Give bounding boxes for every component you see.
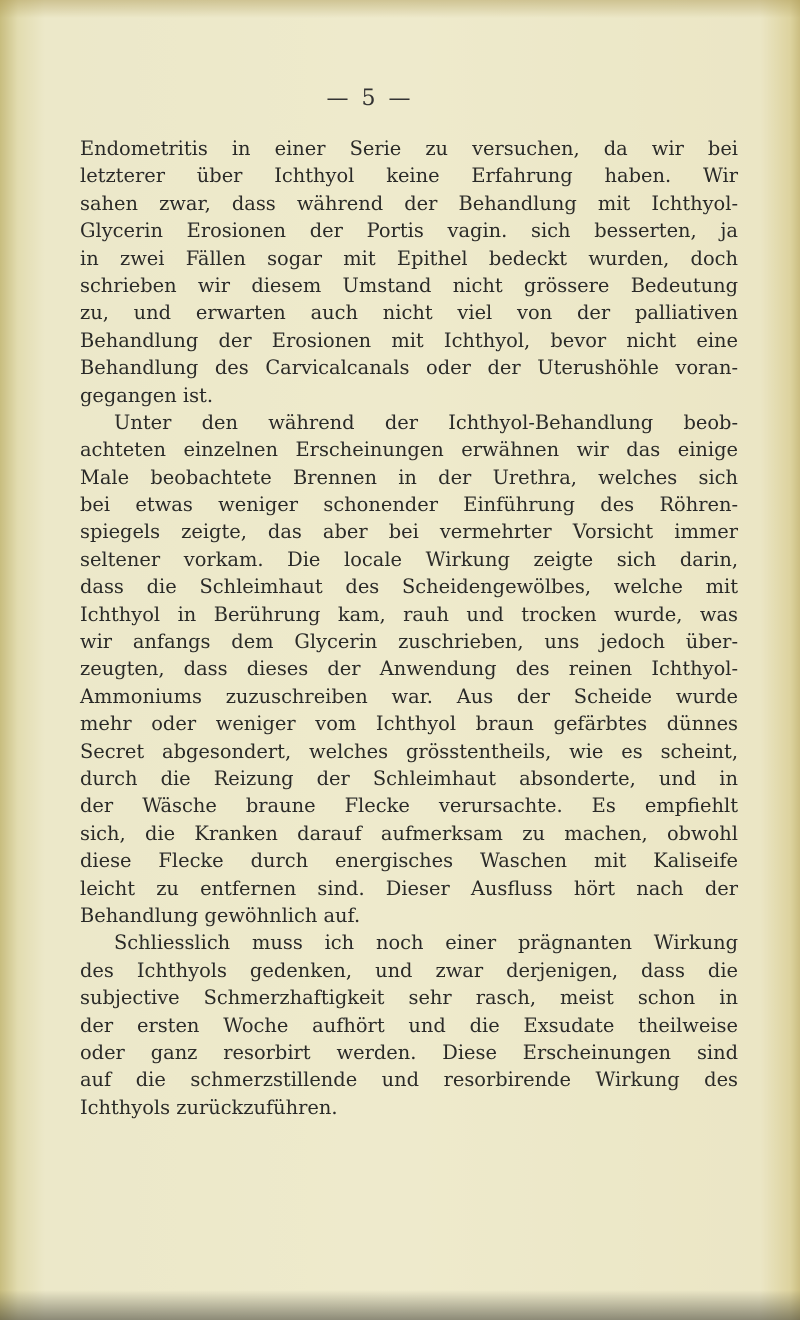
page-top-shadow <box>0 0 800 18</box>
text-line: Behandlung der Erosionen mit Ichthyol, bevor nicht eine <box>80 328 738 352</box>
text-line: achteten einzelnen Erscheinungen erwähnen wir das einige <box>80 438 738 462</box>
text-line: Behandlung des Carvicalcanals oder der Uterushöhle voran- <box>80 356 738 380</box>
page-bottom-shadow <box>0 1290 800 1320</box>
text-line: spiegels zeigte, das aber bei vermehrter Vorsicht immer <box>80 520 738 544</box>
text-line: Glycerin Erosionen der Portis vagin. sich besserten, ja <box>80 219 738 243</box>
text-line: oder ganz resorbirt werden. Diese Erscheinungen sind <box>80 1040 738 1064</box>
text-line: Ammoniums zuzuschreiben war. Aus der Scheide wurde <box>80 684 738 708</box>
text-line: des Ichthyols gedenken, und zwar derjenigen, dass die <box>80 958 738 982</box>
text-line: auf die schmerzstillende und resorbirende Wirkung des <box>80 1068 738 1092</box>
text-line: Schliesslich muss ich noch einer prägnanten Wirkung <box>114 931 738 955</box>
text-line: bei etwas weniger schonender Einführung des Röhren- <box>80 493 738 517</box>
text-line: Secret abgesondert, welches grösstentheils, wie es scheint, <box>80 739 738 763</box>
text-line: mehr oder weniger vom Ichthyol braun gefärbtes dünnes <box>80 712 738 736</box>
text-line: sahen zwar, dass während der Behandlung mit Ichthyol- <box>80 191 738 215</box>
paragraph <box>80 409 738 929</box>
text-line: zeugten, dass dieses der Anwendung des reinen Ichthyol- <box>80 657 738 681</box>
text-line: Endometritis in einer Serie zu versuchen, da wir bei <box>80 137 738 160</box>
text-line: seltener vorkam. Die locale Wirkung zeigte sich darin, <box>80 547 738 571</box>
text-line: gegangen ist. <box>80 383 213 407</box>
text-line: leicht zu entfernen sind. Dieser Ausfluss hört nach der <box>80 876 738 900</box>
text-line: diese Flecke durch energisches Waschen mit Kaliseife <box>80 849 738 873</box>
page-number: — 5 — <box>326 86 414 111</box>
text-line: Behandlung gewöhnlich auf. <box>80 903 361 927</box>
paragraph <box>80 135 738 409</box>
paragraph <box>80 929 738 1121</box>
text-line: der Wäsche braune Flecke verursachte. Es empfiehlt <box>80 794 738 818</box>
text-line: in zwei Fällen sogar mit Epithel bedeckt wurden, doch <box>80 246 738 270</box>
text-line: wir anfangs dem Glycerin zuschrieben, uns jedoch über- <box>80 630 738 654</box>
text-line: Ichthyol in Berührung kam, rauh und trocken wurde, was <box>80 602 738 626</box>
text-line: zu, und erwarten auch nicht viel von der palliativen <box>80 301 738 325</box>
text-line: Male beobachtete Brennen in der Urethra, welches sich <box>80 465 738 489</box>
text-line: Ichthyols zurückzuführen. <box>80 1095 338 1119</box>
text-line: letzterer über Ichthyol keine Erfahrung haben. Wir <box>80 164 738 188</box>
text-line: subjective Schmerzhaftigkeit sehr rasch, meist schon in <box>80 986 738 1010</box>
text-line: Unter den während der Ichthyol-Behandlung beob- <box>114 410 738 434</box>
body-text <box>80 135 738 1121</box>
text-line: sich, die Kranken darauf aufmerksam zu machen, obwohl <box>80 821 738 845</box>
text-line: der ersten Woche aufhört und die Exsudate theilweise <box>80 1013 738 1037</box>
text-line: schrieben wir diesem Umstand nicht grössere Bedeutung <box>80 273 738 297</box>
text-line: durch die Reizung der Schleimhaut absonderte, und in <box>80 766 738 790</box>
text-line: dass die Schleimhaut des Scheidengewölbes, welche mit <box>80 575 738 599</box>
